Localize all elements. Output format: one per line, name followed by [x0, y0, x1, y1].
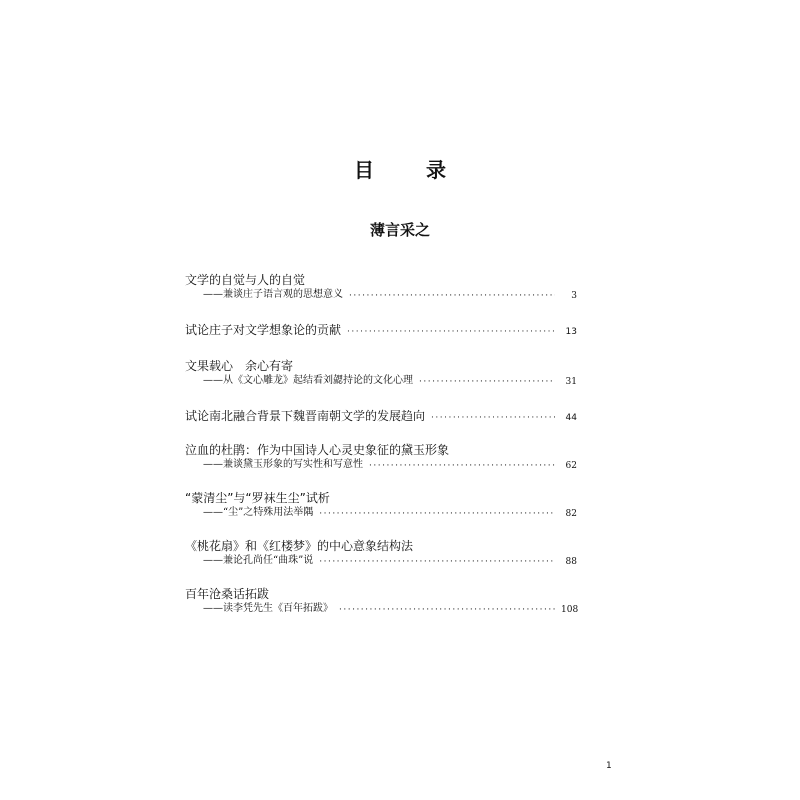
- toc-entry-subtitle: ——兼谈庄子语言观的思想意义: [203, 289, 343, 300]
- dot-leader: [419, 376, 555, 388]
- toc-entry-title-row: [185, 490, 577, 506]
- dot-leader: [347, 326, 555, 338]
- dot-leader: [431, 412, 555, 424]
- toc-entry-subtitle: ——兼谈黛玉形象的写实性和写意性: [203, 459, 363, 470]
- toc-entry[interactable]: [185, 272, 577, 302]
- toc-entry-subtitle-row: [185, 602, 577, 616]
- toc-entry-subtitle: ——读李凭先生《百年拓跋》: [203, 603, 333, 614]
- toc-entry-page: 62: [565, 461, 577, 471]
- toc-entry-page: 44: [565, 413, 577, 423]
- toc-entry-title-row: [185, 538, 577, 554]
- toc-entry-page: 3: [571, 291, 577, 301]
- toc-entry-title: 试论庄子对文学想象论的贡献: [185, 323, 342, 337]
- dot-leader: [339, 604, 555, 616]
- toc-entry-subtitle-row: [185, 374, 577, 388]
- toc-entry[interactable]: [185, 358, 577, 388]
- toc-entry[interactable]: [185, 490, 577, 520]
- toc-entry-subtitle: ——兼论孔尚任“曲珠”说: [203, 555, 314, 566]
- toc-entry-subtitle-row: [185, 506, 577, 520]
- toc-entry-page: 31: [565, 377, 577, 387]
- toc-entry-title-row: [185, 408, 577, 424]
- toc-entry-subtitle-row: [185, 554, 577, 568]
- toc-entry-title: “蒙清尘”与“罗袜生尘”试析: [185, 491, 330, 505]
- toc-entry-page: 13: [565, 327, 577, 337]
- toc-entry[interactable]: [185, 442, 577, 472]
- toc-entry-title: 百年沧桑话拓跋: [185, 587, 270, 601]
- toc-entry[interactable]: [185, 322, 577, 338]
- page-title: 目 录: [354, 158, 462, 182]
- toc-entry-title: 试论南北融合背景下魏晋南朝文学的发展趋向: [185, 409, 426, 423]
- toc-entry-title-row: [185, 358, 577, 374]
- toc-entry-subtitle: ——“尘”之特殊用法举隅: [203, 507, 314, 518]
- toc-entry-title: 文果载心 余心有寄: [185, 359, 294, 373]
- dot-leader: [349, 290, 555, 302]
- toc-entry-page: 88: [565, 557, 577, 567]
- toc-entry-page: 108: [561, 605, 579, 615]
- dot-leader: [369, 460, 555, 472]
- dot-leader: [319, 556, 555, 568]
- dot-leader: [319, 508, 555, 520]
- toc-entry-subtitle: ——从《文心雕龙》起结看刘勰持论的文化心理: [203, 375, 413, 386]
- section-heading: 薄言采之: [369, 221, 430, 239]
- toc-entry[interactable]: [185, 586, 577, 616]
- table-of-contents: [185, 272, 577, 616]
- page-number-footer: 1: [606, 761, 612, 771]
- toc-entry-subtitle-row: [185, 458, 577, 472]
- toc-entry-title: 《桃花扇》和《红楼梦》的中心意象结构法: [185, 539, 414, 553]
- toc-entry-page: 82: [565, 509, 577, 519]
- toc-entry-title: 泣血的杜鹃：作为中国诗人心灵史象征的黛玉形象: [185, 443, 450, 457]
- toc-entry-title-row: [185, 442, 577, 458]
- toc-entry-title-row: [185, 272, 577, 288]
- toc-entry-subtitle-row: [185, 288, 577, 302]
- toc-entry-title: 文学的自觉与人的自觉: [185, 273, 306, 287]
- toc-entry-title-row: [185, 322, 577, 338]
- toc-entry-title-row: [185, 586, 577, 602]
- toc-entry[interactable]: [185, 408, 577, 424]
- toc-entry[interactable]: [185, 538, 577, 568]
